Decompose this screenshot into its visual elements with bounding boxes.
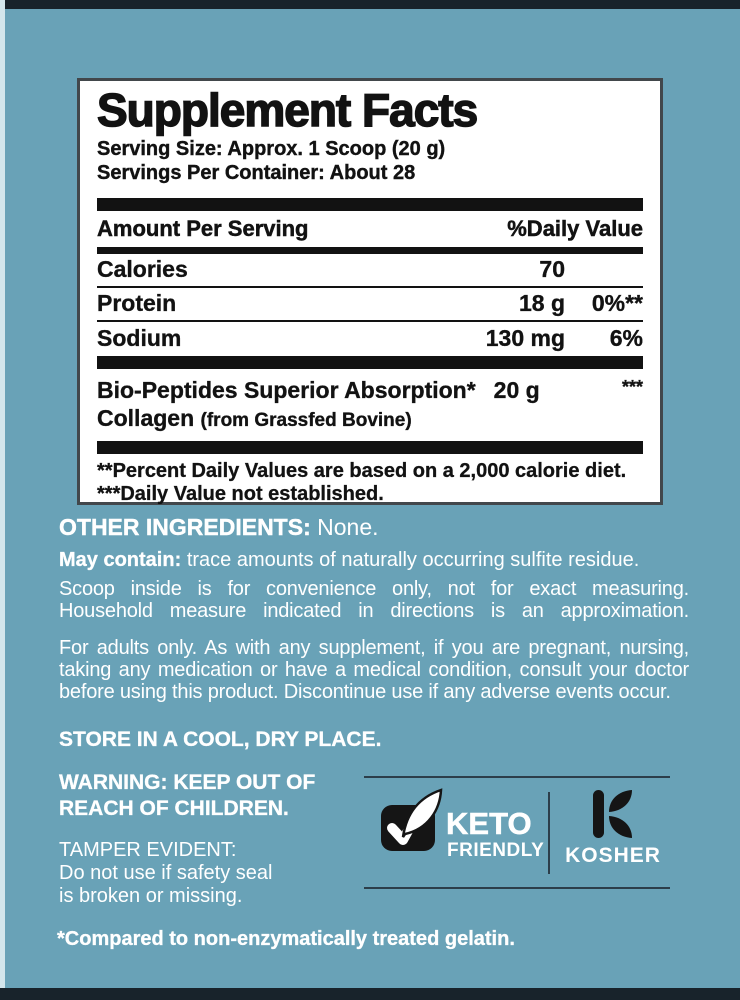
adults-warning-note: For adults only. As with any supplement, if you are pregnant, nursing, taking any medication or have a medical condition, consult your doctor before using this product. Discontinue use if any adverse events occur. [59,637,689,703]
separator-bar [97,247,643,254]
storage-instruction: STORE IN A COOL, DRY PLACE. [59,728,382,751]
nutrient-name: Calories [97,256,188,283]
photo-edge-top [5,0,740,9]
column-amount-per-serving: Amount Per Serving [97,215,309,241]
photo-edge-left [0,0,5,1000]
may-contain-label: May contain: [59,549,182,571]
table-row-collagen [97,369,643,441]
badge-divider [548,792,550,874]
tamper-line: TAMPER EVIDENT: [59,839,237,861]
nutrient-amount: 20 g [493,376,540,403]
panel-title: Supplement Facts [97,84,478,136]
footnote-not-established: ***Daily Value not established. [97,482,384,505]
other-ingredients-value: None. [317,514,379,540]
keto-badge-sublabel: FRIENDLY [447,840,545,861]
table-header [97,211,643,247]
photo-edge-bottom [0,988,740,1000]
warning-line: REACH OF CHILDREN. [59,797,289,820]
nutrient-source: (from Grassfed Bovine) [200,409,412,431]
serving-size: Serving Size: Approx. 1 Scoop (20 g) [97,137,446,160]
nutrient-name: Protein [97,290,177,317]
panel-footnotes [97,454,643,506]
may-contain-value: trace amounts of naturally occurring sulfite residue. [186,549,640,571]
nutrient-name-continued: Collagen [97,404,195,431]
nutrient-name: Sodium [97,325,182,352]
other-ingredients-label: OTHER INGREDIENTS: [59,514,311,540]
separator-bar [97,198,643,211]
kosher-badge-label: KOSHER [565,844,661,867]
table-row-sodium [97,322,643,356]
badge-rule-bottom [364,887,670,889]
compared-footnote: *Compared to non-enzymatically treated gelatin. [57,928,515,950]
nutrient-dv: 6% [609,325,643,352]
separator-bar [97,356,643,369]
tamper-line: is broken or missing. [59,885,243,907]
tamper-line: Do not use if safety seal [59,862,273,884]
check-leaf-icon [379,787,449,860]
table-row-calories [97,254,643,288]
table-row-protein [97,288,643,322]
servings-per-container: Servings Per Container: About 28 [97,161,416,184]
nutrient-dv: 0%** [591,290,643,317]
badge-rule-top [364,776,670,778]
scoop-note: Scoop inside is for convenience only, not for exact measuring. Household measure indicated in directions is an approximation. [59,578,689,622]
column-daily-value: %Daily Value [507,215,643,241]
kosher-k-icon [592,789,634,844]
warning-line: WARNING: KEEP OUT OF [59,771,316,794]
keto-badge-label: KETO [446,806,532,841]
tamper-evident-note [59,839,272,908]
nutrient-amount: 130 mg [485,325,565,352]
may-contain [59,549,691,572]
keep-out-of-reach-warning [59,770,315,822]
other-ingredients [59,514,379,541]
supplement-facts-panel [77,78,663,505]
footnote-daily-values: **Percent Daily Values are based on a 2,000 calorie diet. [97,459,627,482]
nutrient-amount: 70 [539,256,565,283]
nutrient-dv: *** [621,376,643,397]
separator-bar [97,441,643,454]
nutrient-amount: 18 g [518,290,565,317]
nutrient-name: Bio-Peptides Superior Absorption* [97,376,476,403]
